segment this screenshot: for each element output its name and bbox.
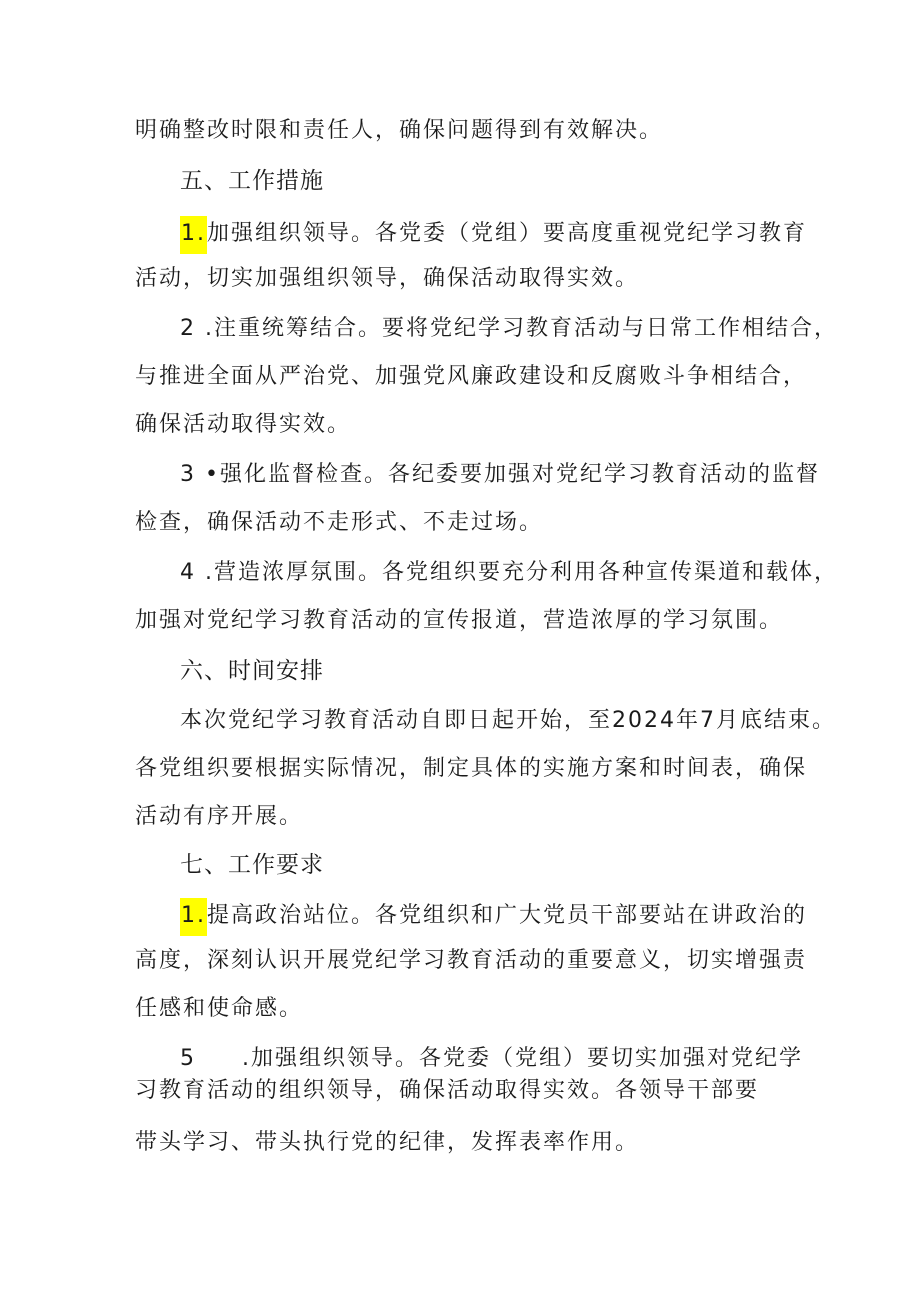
- measure-4-line-1: [180, 558, 838, 588]
- section-heading-measures: 五、工作措施: [180, 168, 324, 194]
- measure-2-number: 2: [180, 316, 196, 341]
- highlighted-number: 1.: [180, 216, 207, 254]
- requirement-1-line-1: [180, 898, 807, 936]
- measure-3-text: •强化监督检查。各纪委要加强对党纪学习教育活动的监督: [196, 462, 820, 487]
- measure-1-text: 加强组织领导。各党委（党组）要高度重视党纪学习教育: [207, 221, 808, 246]
- requirement-5-line-3: 带头学习、带头执行党的纪律，发挥表率作用。: [135, 1130, 640, 1155]
- section-heading-schedule: 六、时间安排: [180, 658, 324, 684]
- paragraph-line: 明确整改时限和责任人，确保问题得到有效解决。: [135, 118, 664, 143]
- measure-2-text: .注重统筹结合。要将党纪学习教育活动与日常工作相结合，: [196, 316, 838, 341]
- requirement-5-line-1: [180, 1044, 803, 1074]
- measure-2-line-2: 与推进全面从严治党、加强党风廉政建设和反腐败斗争相结合，: [135, 364, 808, 389]
- requirement-1-line-2: 高度，深刻认识开展党纪学习教育活动的重要意义，切实增强责: [135, 948, 808, 973]
- measure-3-line-1: [180, 460, 820, 490]
- measure-3-number: 3: [180, 462, 196, 487]
- measure-4-number: 4: [180, 560, 196, 585]
- schedule-line-2: 各党组织要根据实际情况，制定具体的实施方案和时间表，确保: [135, 756, 808, 781]
- measure-2-line-3: 确保活动取得实效。: [135, 412, 352, 437]
- measure-4-line-2: 加强对党纪学习教育活动的宣传报道，营造浓厚的学习氛围。: [135, 608, 784, 633]
- schedule-line-3: 活动有序开展。: [135, 804, 304, 829]
- section-heading-requirements: 七、工作要求: [180, 852, 324, 878]
- highlighted-number: 1.: [180, 898, 207, 936]
- requirement-5-text: .加强组织领导。各党委（党组）要切实加强对党纪学: [242, 1046, 803, 1071]
- measure-3-line-2: 检查，确保活动不走形式、不走过场。: [135, 510, 544, 535]
- measure-1-line-1: [180, 216, 807, 254]
- requirement-1-text: 提高政治站位。各党组织和广大党员干部要站在讲政治的: [207, 903, 808, 928]
- requirement-5-number: 5: [180, 1046, 196, 1071]
- requirement-1-line-3: 任感和使命感。: [135, 996, 304, 1021]
- requirement-5-line-2: 习教育活动的组织领导，确保活动取得实效。各领导干部要: [135, 1078, 760, 1103]
- measure-2-line-1: [180, 314, 838, 344]
- measure-1-line-2: 活动，切实加强组织领导，确保活动取得实效。: [135, 266, 640, 291]
- measure-4-text: .营造浓厚氛围。各党组织要充分利用各种宣传渠道和载体，: [196, 560, 838, 585]
- schedule-line-1: 本次党纪学习教育活动自即日起开始，至2024年7月底结束。: [180, 708, 836, 733]
